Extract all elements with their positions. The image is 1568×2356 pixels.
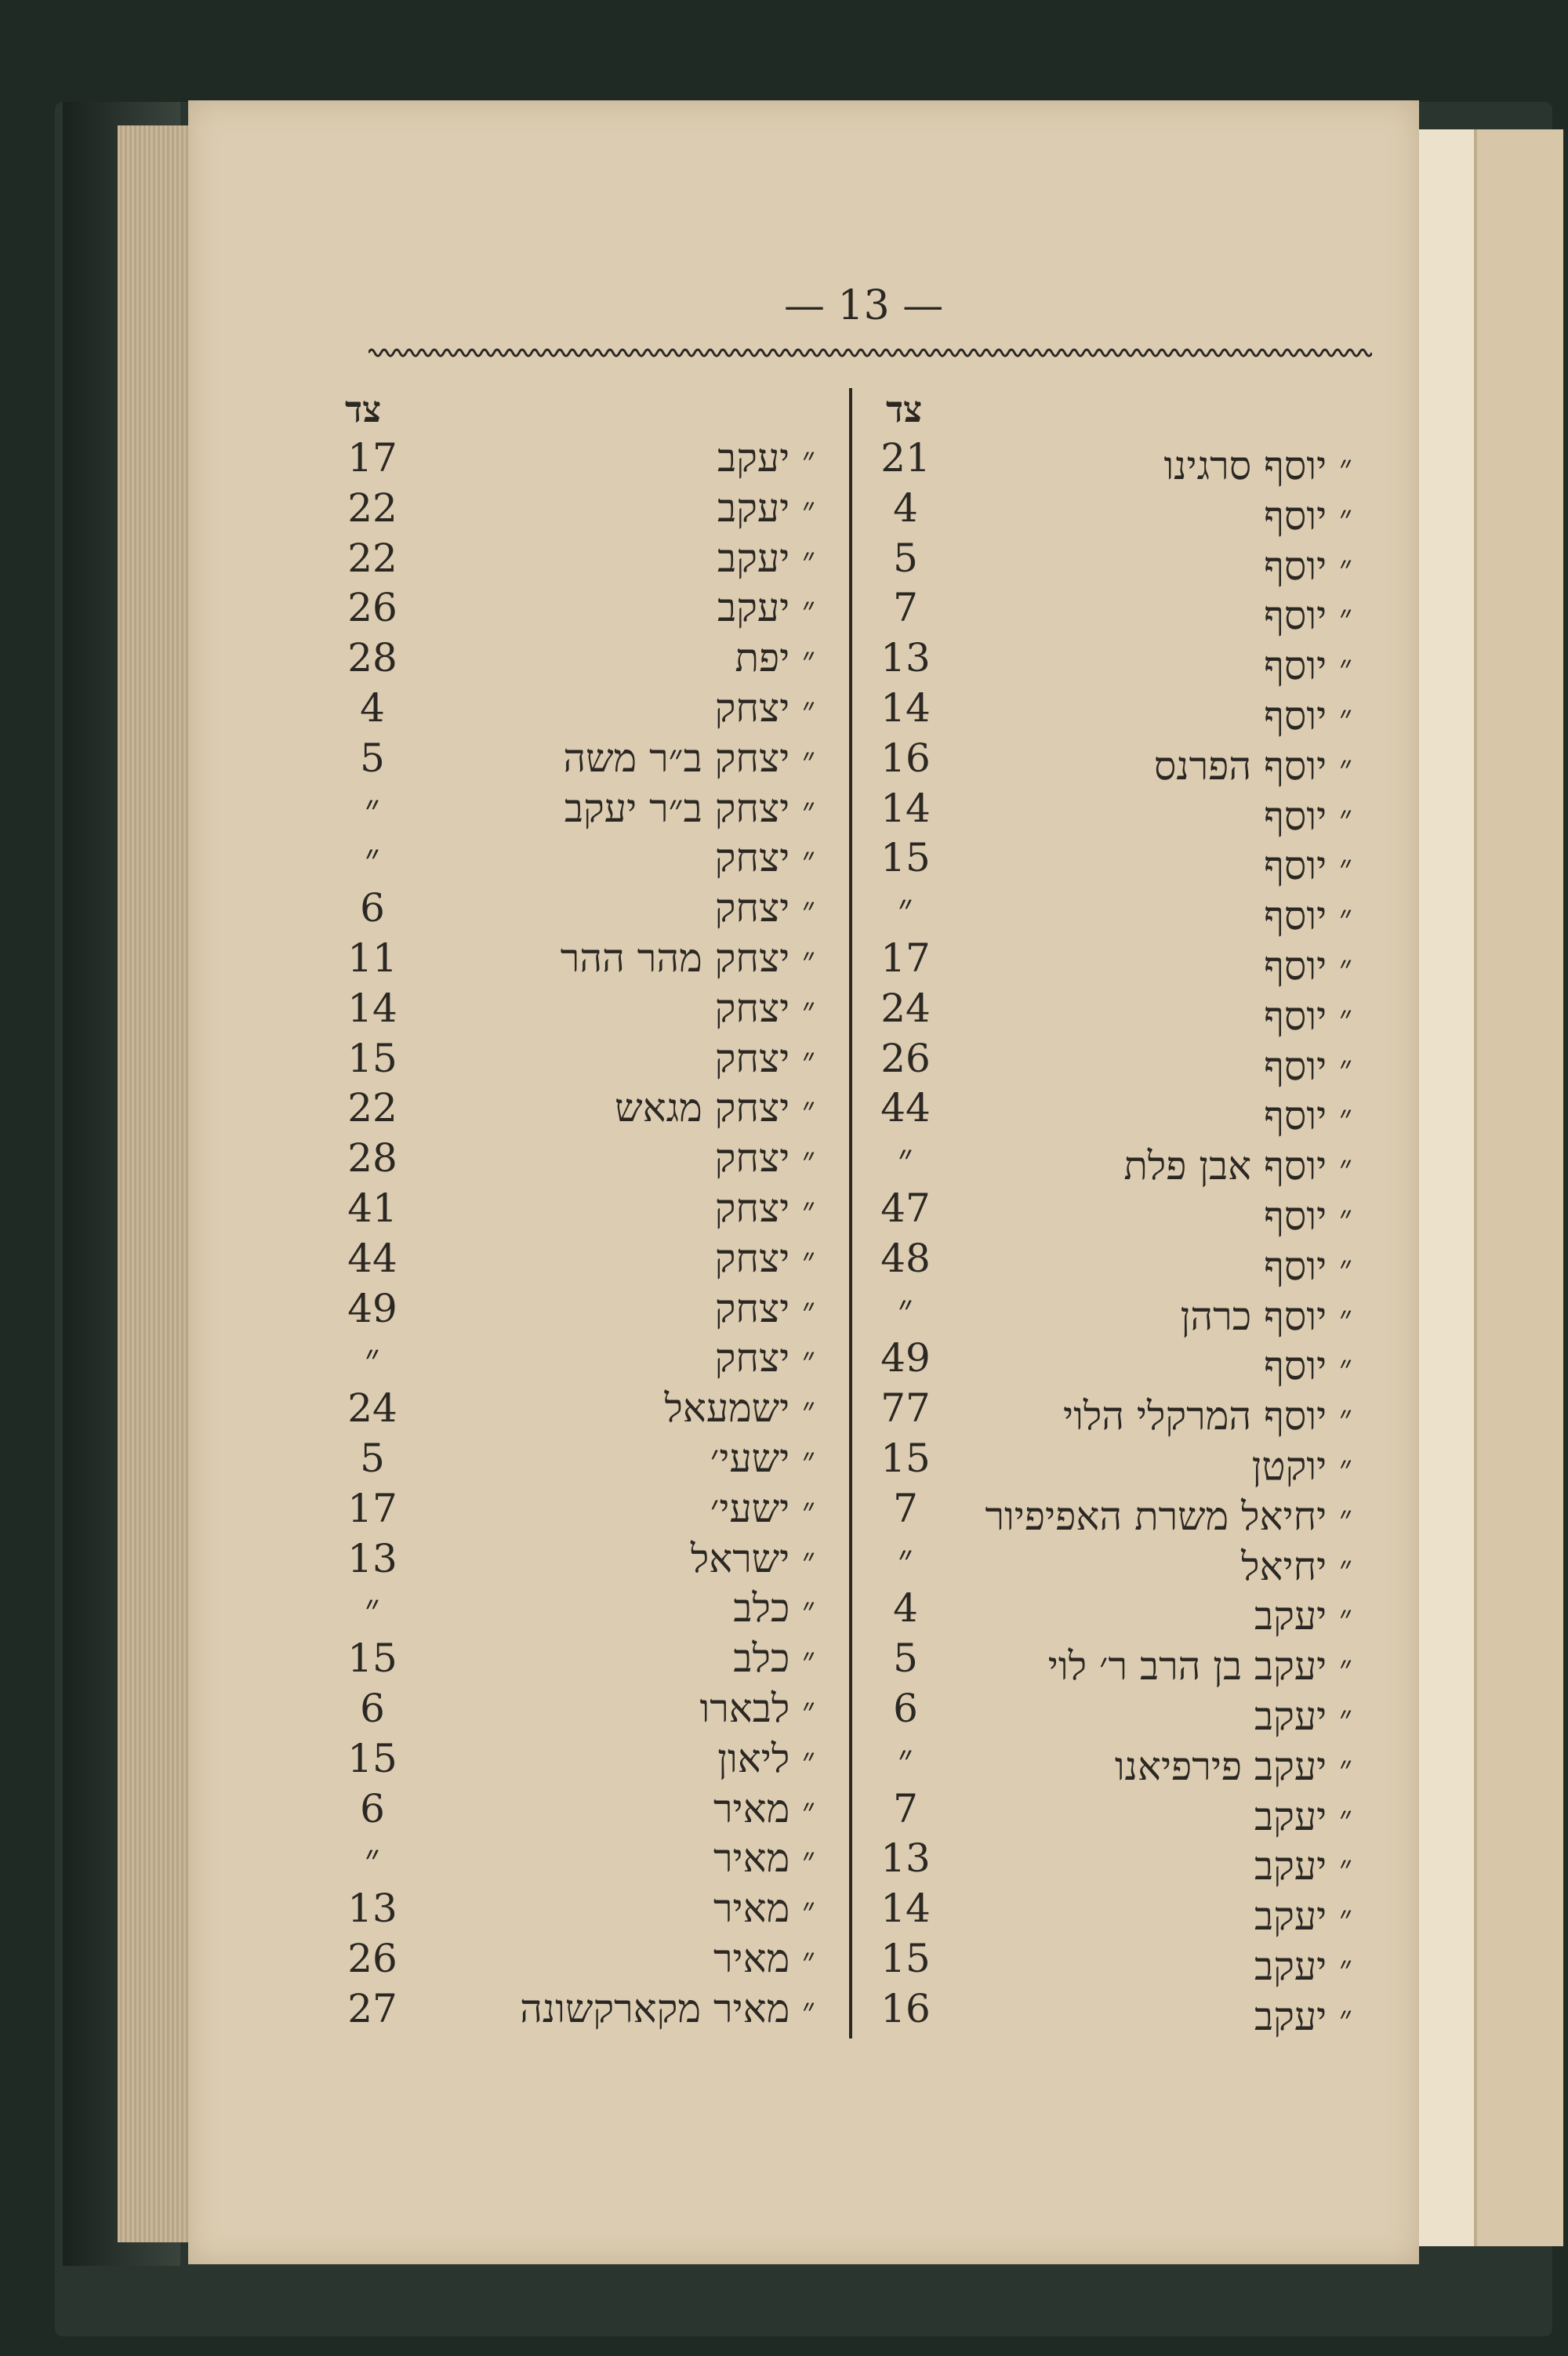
ditto-mark: ״ [802,1540,815,1581]
left-name-entry-text: מאיר מקארקשונה [520,1985,790,2031]
left-name-entry [439,935,815,986]
right-name-entry-text: יוסף כרהן [1180,1293,1327,1339]
left-name-entry [439,786,815,836]
ditto-mark: ״ [802,1640,815,1681]
ditto-mark: ״ [1339,1398,1352,1439]
right-page-number: 14 [880,685,931,731]
left-page-number: 44 [347,1235,397,1281]
left-name-entry [439,735,815,786]
ditto-mark: ״ [802,1140,815,1181]
right-name-entry-text: יוסף המרקלי הלוי [1062,1393,1327,1439]
left-name-entry-text: יצחק [714,1235,790,1281]
left-name-entry-text: יעקב [717,585,790,631]
right-page-number: 7 [893,1785,918,1831]
right-name-entry [953,793,1352,844]
left-name-entry [439,485,815,535]
left-name-entry-text: יצחק מהר ההר [560,935,790,981]
left-page-number: 6 [360,1785,385,1831]
ditto-mark: ״ [802,940,815,980]
ditto-mark: ״ [802,1390,815,1431]
ditto-mark: ״ [1339,1548,1352,1588]
ditto-mark: ״ [802,1290,815,1330]
ditto-mark: ״ [1339,1898,1352,1939]
ditto-mark: ״ [1339,1798,1352,1839]
right-name-entry-text: יוסף [1264,1193,1327,1239]
ditto-mark: ״ [1339,1497,1352,1538]
left-page-number: 13 [347,1535,397,1581]
left-name-entry-text: ליאון [717,1735,790,1781]
left-name-entry [439,1036,815,1086]
ditto-mark: ״ [802,989,815,1030]
right-name-entry [953,1343,1352,1393]
right-name-entry [953,943,1352,993]
ditto-mark: ״ [802,539,815,580]
left-name-entry-text: מאיר [713,1785,790,1831]
ditto-mark: ״ [1339,797,1352,838]
right-page-number: 77 [880,1385,931,1432]
left-name-entry [439,1736,815,1786]
right-page-number: 7 [893,1485,918,1531]
right-name-entry-text: יוסף [1264,843,1327,889]
right-page-number: 26 [880,1035,931,1081]
ditto-mark: ״ [1339,1598,1352,1639]
right-page-number: 6 [893,1686,918,1731]
left-name-entry-text: יצחק [714,1335,790,1381]
left-page-column-header: צד [345,388,382,430]
left-name-entry [439,1585,815,1635]
ditto-mark: ״ [802,1840,815,1881]
right-name-entry [953,1443,1352,1494]
right-name-entry [953,1744,1352,1794]
right-page-number: 14 [880,785,931,831]
right-name-entry-text: יעקב פירפיאנו [1114,1743,1327,1789]
right-name-entry [953,1994,1352,2044]
right-page-number: ״ [898,885,913,931]
right-page-number: 14 [880,1886,931,1932]
right-page-number: 16 [880,735,931,781]
left-page-number: 6 [360,885,385,931]
ditto-mark: ״ [1339,1448,1352,1488]
ditto-mark: ״ [802,890,815,931]
right-name-entry-text: יוסף [1264,643,1327,689]
left-name-entry [439,885,815,935]
left-page-number: ״ [365,1835,380,1882]
right-name-entry-text: יוקטן [1251,1443,1327,1489]
left-name-entry-text: לבארו [699,1686,790,1731]
ditto-mark: ״ [1339,848,1352,888]
right-name-entry [953,543,1352,594]
left-name-entry [439,435,815,485]
left-page-number: 11 [347,935,397,981]
right-name-entry-text: יוסף [1264,793,1327,839]
left-name-entry [439,1185,815,1236]
right-name-entry [953,1794,1352,1844]
left-page-number: 26 [347,585,397,631]
left-page-number: 26 [347,1936,397,1981]
right-name-entry-text: יוסף [1264,943,1327,989]
left-name-entry-text: ישעי׳ [710,1485,790,1531]
ditto-mark: ״ [1339,1948,1352,1988]
right-name-entry-text: יעקב בן הרב ר׳ לוי [1047,1643,1327,1690]
right-name-entry [953,843,1352,893]
ditto-mark: ״ [1339,1348,1352,1389]
left-name-entry [439,1286,815,1336]
left-name-entry-text: כלב [733,1635,790,1682]
right-name-entry [953,1044,1352,1094]
left-name-entry [439,1486,815,1536]
right-name-entry-text: יוסף [1264,893,1327,939]
ditto-mark: ״ [802,790,815,830]
right-name-entry-text: יעקב [1254,1693,1327,1739]
ditto-mark: ״ [802,739,815,780]
page-number: — 13 — [784,282,944,329]
right-page-number: 5 [893,1635,918,1682]
left-page-number: ״ [365,785,380,831]
right-page-number: 48 [880,1235,931,1281]
left-name-entry [439,1335,815,1385]
ditto-mark: ״ [1339,1648,1352,1689]
ditto-mark: ״ [1339,448,1352,488]
right-page-number: 49 [880,1335,931,1381]
left-name-entry-text: יצחק [714,985,790,1031]
left-page-number: 13 [347,1886,397,1932]
right-name-entry [953,693,1352,743]
ditto-mark: ״ [802,1940,815,1980]
right-page-number: 13 [880,1835,931,1882]
left-page-number: 5 [360,735,385,781]
right-name-entry [953,1593,1352,1643]
ditto-mark: ״ [1339,597,1352,638]
column-divider [849,388,852,2038]
mid-page-column-header: צד [886,388,923,430]
ditto-mark: ״ [802,590,815,630]
right-name-entry [953,1944,1352,1994]
right-name-entry [953,1143,1352,1193]
left-name-entry [439,1385,815,1436]
ditto-mark: ״ [802,1090,815,1131]
ditto-mark: ״ [1339,1848,1352,1889]
left-name-entry [439,635,815,685]
ditto-mark: ״ [1339,948,1352,988]
right-name-entry-text: יעקב [1254,1793,1327,1839]
ditto-mark: ״ [1339,1298,1352,1338]
left-name-entry [439,685,815,735]
right-page-number: ״ [898,1135,913,1182]
right-page-number: ״ [898,1735,913,1781]
left-name-entry [439,1886,815,1936]
left-name-entry-text: מאיר [713,1886,790,1932]
left-name-entry-text: מאיר [713,1936,790,1981]
left-name-entry [439,585,815,635]
left-page-number: 17 [347,435,397,481]
left-name-entry [439,535,815,586]
right-page-number: 15 [880,1936,931,1981]
right-name-entry-text: יוסף [1264,593,1327,639]
right-name-entry-text: יוסף [1264,543,1327,589]
right-name-entry-text: יעקב [1254,1843,1327,1890]
right-page-number: 15 [880,1436,931,1481]
left-page-number: 14 [347,985,397,1031]
right-name-entry [953,1893,1352,1944]
ditto-mark: ״ [1339,698,1352,738]
ditto-mark: ״ [802,1190,815,1230]
left-page-number: ״ [365,835,380,881]
left-name-entry-text: יצחק [714,835,790,881]
left-name-entry [439,986,815,1036]
wavy-divider [368,337,1372,368]
right-name-entry-text: יוסף אבן פלת [1123,1143,1327,1189]
right-name-entry [953,443,1352,493]
left-name-entry [439,1236,815,1286]
left-page-number: ״ [365,1335,380,1381]
right-name-entry [953,1843,1352,1893]
right-page-number: 17 [880,935,931,981]
right-name-entry [953,1494,1352,1544]
left-name-entry [439,1986,815,2036]
ditto-mark: ״ [802,1040,815,1080]
facing-page-edge [1474,129,1563,2246]
left-name-entry-text: יצחק ב״ר יעקב [564,785,790,831]
ditto-mark: ״ [802,1590,815,1631]
left-name-entry-text: ישראל [690,1535,790,1581]
right-name-entry [953,743,1352,793]
right-page-number: 47 [880,1185,931,1231]
ditto-mark: ״ [1339,747,1352,788]
right-page-number: 21 [880,435,931,481]
left-page-number: 17 [347,1485,397,1531]
right-name-entry-text: יוסף [1264,1043,1327,1089]
left-name-entry-text: יצחק [714,685,790,731]
left-page-number: 49 [347,1285,397,1331]
right-name-entry [953,1643,1352,1693]
ditto-mark: ״ [802,440,815,480]
ditto-mark: ״ [1339,1698,1352,1738]
left-name-entry-text: יצחק ב״ר משה [563,735,790,781]
ditto-mark: ״ [1339,1748,1352,1788]
left-page-number: 6 [360,1686,385,1731]
ditto-mark: ״ [802,1790,815,1831]
right-page-number: ״ [898,1535,913,1581]
right-name-entry-text: יוסף [1264,1343,1327,1389]
left-name-entry [439,1786,815,1836]
ditto-mark: ״ [1339,1247,1352,1288]
page-gutter [1419,129,1474,2246]
left-name-entry [439,1936,815,1986]
ditto-mark: ״ [802,840,815,880]
ditto-mark: ״ [802,1440,815,1480]
ditto-mark: ״ [1339,898,1352,938]
ditto-mark: ״ [1339,997,1352,1038]
left-page-number: 15 [347,1735,397,1781]
left-name-entry [439,1536,815,1586]
left-name-entry-text: יפת [735,635,790,681]
left-page-number: 41 [347,1185,397,1231]
left-page-number: 24 [347,1385,397,1432]
ditto-mark: ״ [802,1990,815,2031]
left-page-number: 27 [347,1985,397,2031]
left-name-entry [439,1436,815,1486]
right-name-entry [953,593,1352,643]
left-name-entry [439,1635,815,1686]
ditto-mark: ״ [1339,1198,1352,1238]
left-page-number: 22 [347,535,397,581]
left-name-entry-text: יצחק [714,1035,790,1081]
right-name-entry [953,1093,1352,1143]
right-name-entry-text: יעקב [1254,1593,1327,1639]
right-name-entry-text: יוסף [1264,993,1327,1039]
left-name-entry-text: יעקב [717,435,790,481]
right-page-number: 16 [880,1985,931,2031]
right-name-entry [953,1294,1352,1344]
left-page-number: ״ [365,1585,380,1632]
right-name-entry-text: יחיאל משרת האפיפיור [985,1493,1327,1539]
right-page-number: 44 [880,1085,931,1131]
right-name-entry-text: יעקב [1254,1944,1327,1989]
right-name-entry [953,893,1352,943]
ditto-mark: ״ [1339,497,1352,538]
right-name-entry [953,1693,1352,1744]
left-page-number: 4 [360,685,385,731]
ditto-mark: ״ [802,1490,815,1530]
ditto-mark: ״ [802,690,815,730]
right-page-number: 5 [893,535,918,581]
right-name-entry-text: יוסף [1264,1243,1327,1289]
left-name-entry-text: יעקב [717,535,790,581]
ditto-mark: ״ [802,1740,815,1781]
ditto-mark: ״ [1339,648,1352,688]
ditto-mark: ״ [802,1890,815,1931]
right-name-entry-text: יוסף סרגינו [1163,443,1327,488]
ditto-mark: ״ [1339,547,1352,588]
right-name-entry-text: יעקב [1254,1893,1327,1940]
right-name-entry [953,643,1352,693]
ditto-mark: ״ [1339,1047,1352,1088]
right-page-number: 13 [880,635,931,681]
right-page-number: 24 [880,985,931,1031]
right-page-number: 15 [880,835,931,881]
left-name-entry-text: יעקב [717,485,790,531]
right-name-entry-text: יוסף [1264,693,1327,739]
left-page-number: 22 [347,1085,397,1131]
right-name-entry [953,1193,1352,1243]
right-name-entry [953,993,1352,1044]
left-name-entry-text: כלב [733,1585,790,1632]
right-name-entry [953,1544,1352,1594]
ditto-mark: ״ [802,1240,815,1280]
right-name-entry-text: יוסף הפרנס [1153,742,1327,789]
left-name-entry [439,1686,815,1736]
right-name-entry [953,493,1352,543]
right-page-number: 7 [893,585,918,631]
ditto-mark: ״ [802,1340,815,1381]
left-name-entry-text: ישעי׳ [710,1436,790,1481]
right-page-number: 4 [893,1585,918,1632]
left-name-entry [439,1085,815,1135]
left-name-entry [439,1835,815,1886]
right-name-entry-text: יוסף [1264,1093,1327,1139]
ditto-mark: ״ [802,1690,815,1730]
left-page-number: 5 [360,1436,385,1481]
left-page-number: 22 [347,485,397,531]
right-name-entry [953,1243,1352,1294]
left-name-entry [439,835,815,885]
right-name-entry [953,1393,1352,1443]
left-page-number: 28 [347,635,397,681]
left-name-entry-text: יצחק [714,1185,790,1231]
right-name-entry-text: יעקב [1254,1993,1327,2039]
right-name-entry-text: יוסף [1264,492,1327,539]
left-name-entry [439,1135,815,1185]
ditto-mark: ״ [1339,1998,1352,2038]
ditto-mark: ״ [1339,1098,1352,1138]
right-page-number: 4 [893,485,918,531]
left-name-entry-text: יצחק מגאש [615,1085,790,1131]
left-name-entry-text: יצחק [714,1135,790,1182]
right-page-number: ״ [898,1285,913,1331]
left-page-number: 15 [347,1035,397,1081]
left-page-number: 15 [347,1635,397,1682]
left-name-entry-text: ישמעאל [664,1385,790,1432]
left-name-entry-text: יצחק [714,1285,790,1331]
left-page-number: 28 [347,1135,397,1182]
right-name-entry-text: יחיאל [1241,1543,1327,1589]
left-name-entry-text: יצחק [714,885,790,931]
ditto-mark: ״ [802,489,815,530]
ditto-mark: ״ [1339,1148,1352,1189]
ditto-mark: ״ [802,640,815,681]
left-name-entry-text: מאיר [713,1835,790,1882]
